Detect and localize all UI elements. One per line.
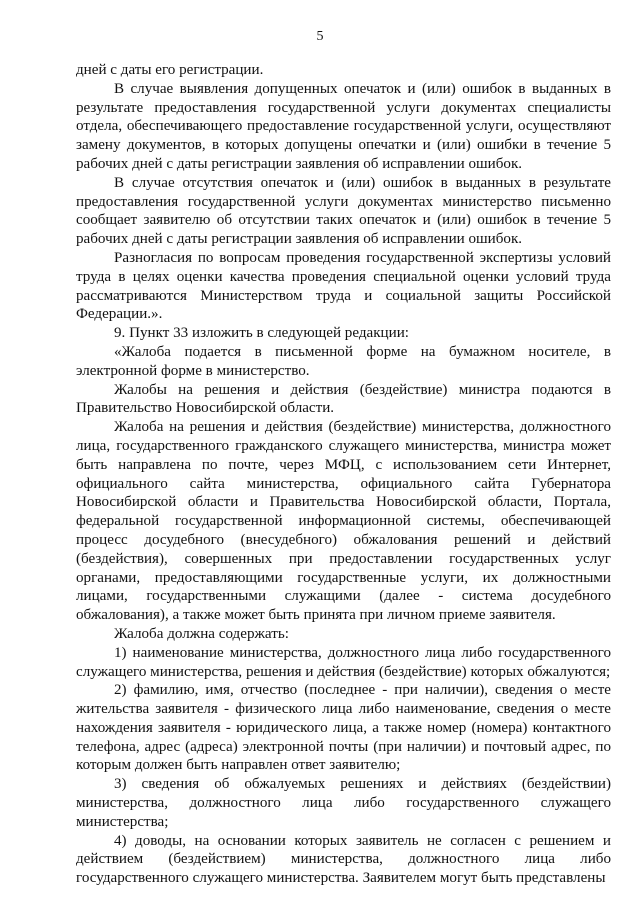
list-item-4: 4) доводы, на основании которых заявитель не согласен с решением и действием (бездействием) министерства, должностного лица либо государственного служащего министерства. Заявителем могут быть представлены [76,832,611,887]
paragraph-complaint-form: «Жалоба подается в письменной форме на бумажном носителе, в электронной форме в министерство. [76,343,611,379]
paragraph-continuation: дней с даты его регистрации. [76,62,264,78]
list-item-3: 3) сведения об обжалуемых решениях и действиях (бездействии) министерства, должностного лица либо государственного служащего министерства; [76,776,611,830]
page-number: 5 [316,29,324,44]
paragraph-complaint-contents: Жалоба должна содержать: [114,625,289,642]
paragraph-complaint-minister: Жалобы на решения и действия (бездействие) министра подаются в Правительство Новосибирской области. [76,381,611,417]
paragraph-complaint-channels: Жалоба на решения и действия (бездействие) министерства, должностного лица, государственного гражданского служащего министерства, министра может быть направлена по почте, через МФЦ, с использованием сети Интернет, официального сайта министерства, официального сайта Губернатора Новосибирской области и Правительства Новосибирской области, Портала, федеральной государственной информационной системы, обеспечивающей процесс досудебного (внесудебного) обжалования решений и действий (бездействия), совершенных при предоставлении государственных услуг органами, предоставляющими государственные услуги, их должностными лицами, государственными служащими (далее - система досудебного обжалования), а также может быть принята при личном приеме заявителя. [76,419,611,624]
paragraph-no-typos: В случае отсутствия опечаток и (или) ошибок в выданных в результате предоставления государственной услуги документах министерство письменно сообщает заявителю об отсутствии таких опечаток и (или) ошибок в течение 5 рабочих дней с даты регистрации заявления об исправлении ошибок. [76,174,611,248]
paragraph-disagreements: Разногласия по вопросам проведения государственной экспертизы условий труда в целях оценки качества проведения специальной оценки условий труда рассматриваются Министерством труда и социальной защиты Российской Федерации.». [76,249,611,323]
paragraph-item-9: 9. Пункт 33 изложить в следующей редакции: [114,325,409,342]
paragraph-typo-correction: В случае выявления допущенных опечаток и (или) ошибок в выданных в результате предоставления государственной услуги документах специалисты отдела, обеспечивающего предоставление государственной услуги, осуществляют замену документов, в которых допущены опечатки и (или) ошибки в течение 5 рабочих дней с даты регистрации заявления об исправлении ошибок. [76,80,611,172]
list-item-2: 2) фамилию, имя, отчество (последнее - при наличии), сведения о месте жительства заявителя - физического лица либо наименование, сведения о месте нахождения заявителя - юридического лица, а также номер (номера) контактного телефона, адрес (адреса) электронной почты (при наличии) и почтовый адрес, по которым должен быть направлен ответ заявителю; [76,682,611,774]
list-item-1: 1) наименование министерства, должностного лица либо государственного служащего министерства, решения и действия (бездействие) которых обжалуются; [76,644,611,680]
document-body [76,61,611,888]
